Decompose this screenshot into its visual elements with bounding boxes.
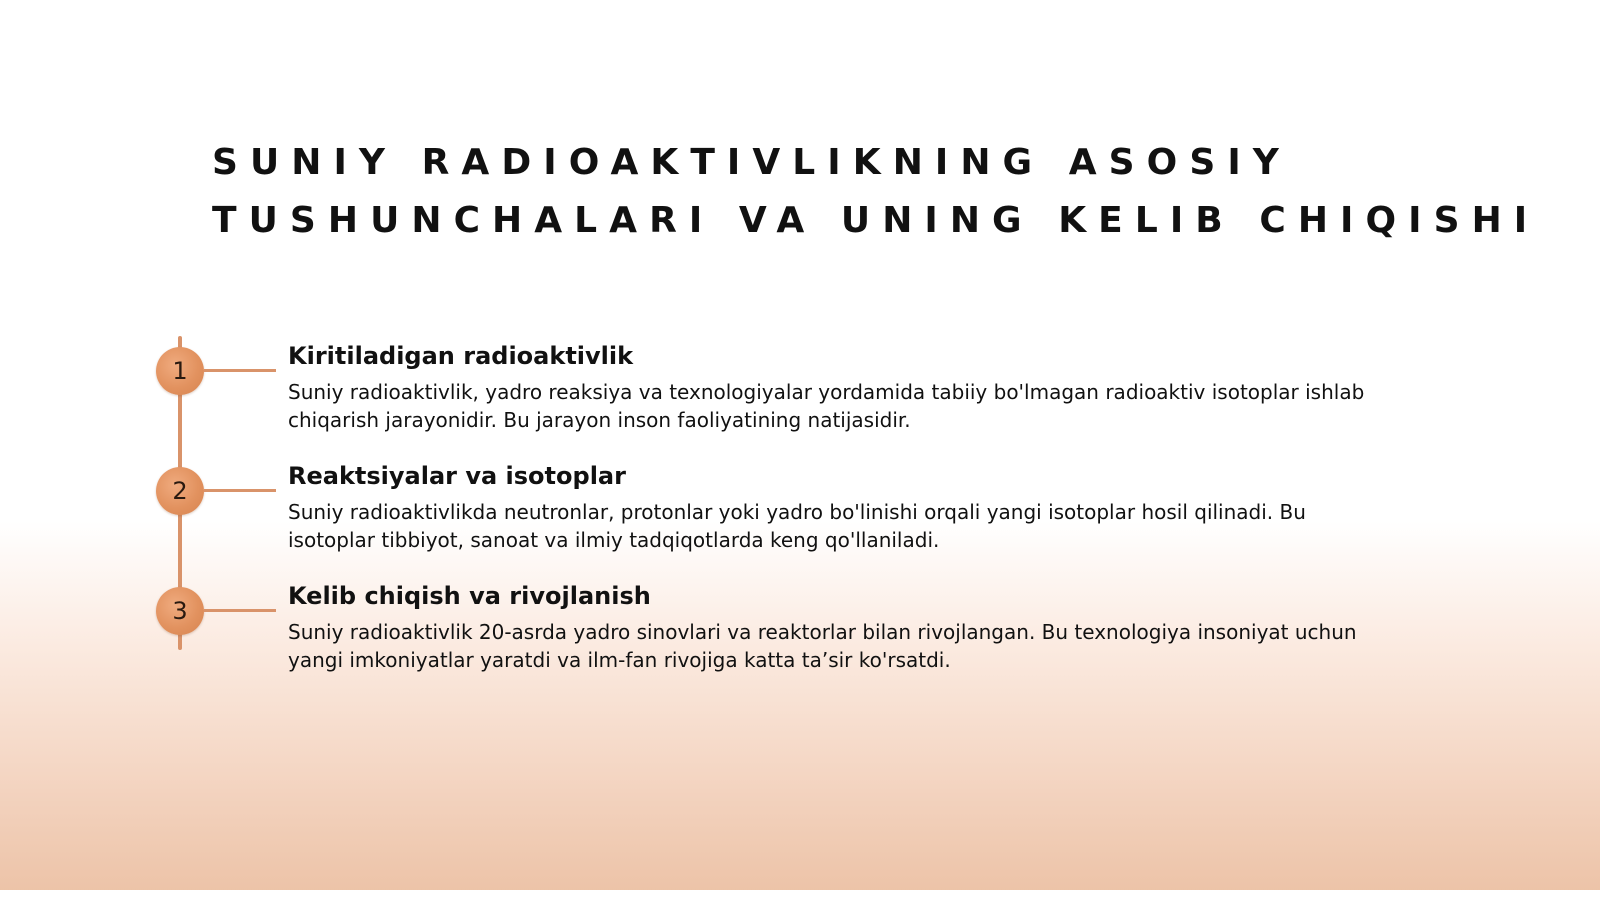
item-description-3-line-2: yangi imkoniyatlar yaratdi va ilm-fan rivojiga katta ta’sir ko'rsatdi.	[288, 648, 951, 672]
item-heading-3: Kelib chiqish va rivojlanish	[288, 582, 651, 610]
item-heading-1: Kiritiladigan radioaktivlik	[288, 342, 634, 370]
item-description-2	[288, 498, 1458, 554]
step-marker-3	[156, 587, 204, 635]
item-description-2-line-2: isotoplar tibbiyot, sanoat va ilmiy tadqiqotlarda keng qo'llaniladi.	[288, 528, 940, 552]
slide-title-line-1: SUNIY RADIOAKTIVLIKNING ASOSIY	[212, 142, 1291, 183]
item-description-1	[288, 378, 1458, 434]
item-description-3-line-1: Suniy radioaktivlik 20-asrda yadro sinovlari va reaktorlar bilan rivojlangan. Bu texnologiya insoniyat uchun	[288, 620, 1357, 644]
item-description-1-line-2: chiqarish jarayonidir. Bu jarayon inson faoliyatining natijasidir.	[288, 408, 911, 432]
item-description-2-line-1: Suniy radioaktivlikda neutronlar, protonlar yoki yadro bo'linishi orqali yangi isotoplar hosil qilinadi. Bu	[288, 500, 1306, 524]
step-number-3: 3	[172, 597, 188, 625]
bottom-border-strip	[0, 890, 1600, 899]
item-description-3	[288, 618, 1458, 674]
connector-line-2	[204, 489, 276, 492]
item-description-1-line-1: Suniy radioaktivlik, yadro reaksiya va texnologiyalar yordamida tabiiy bo'lmagan radioaktiv isotoplar ishlab	[288, 380, 1365, 404]
step-marker-1	[156, 347, 204, 395]
step-marker-2	[156, 467, 204, 515]
slide-title-line-2: TUSHUNCHALARI VA UNING KELIB CHIQISHI	[212, 200, 1540, 241]
connector-line-3	[204, 609, 276, 612]
connector-line-1	[204, 369, 276, 372]
item-heading-2: Reaktsiyalar va isotoplar	[288, 462, 626, 490]
slide-title	[212, 134, 1540, 250]
step-number-1: 1	[172, 357, 188, 385]
step-number-2: 2	[172, 477, 188, 505]
